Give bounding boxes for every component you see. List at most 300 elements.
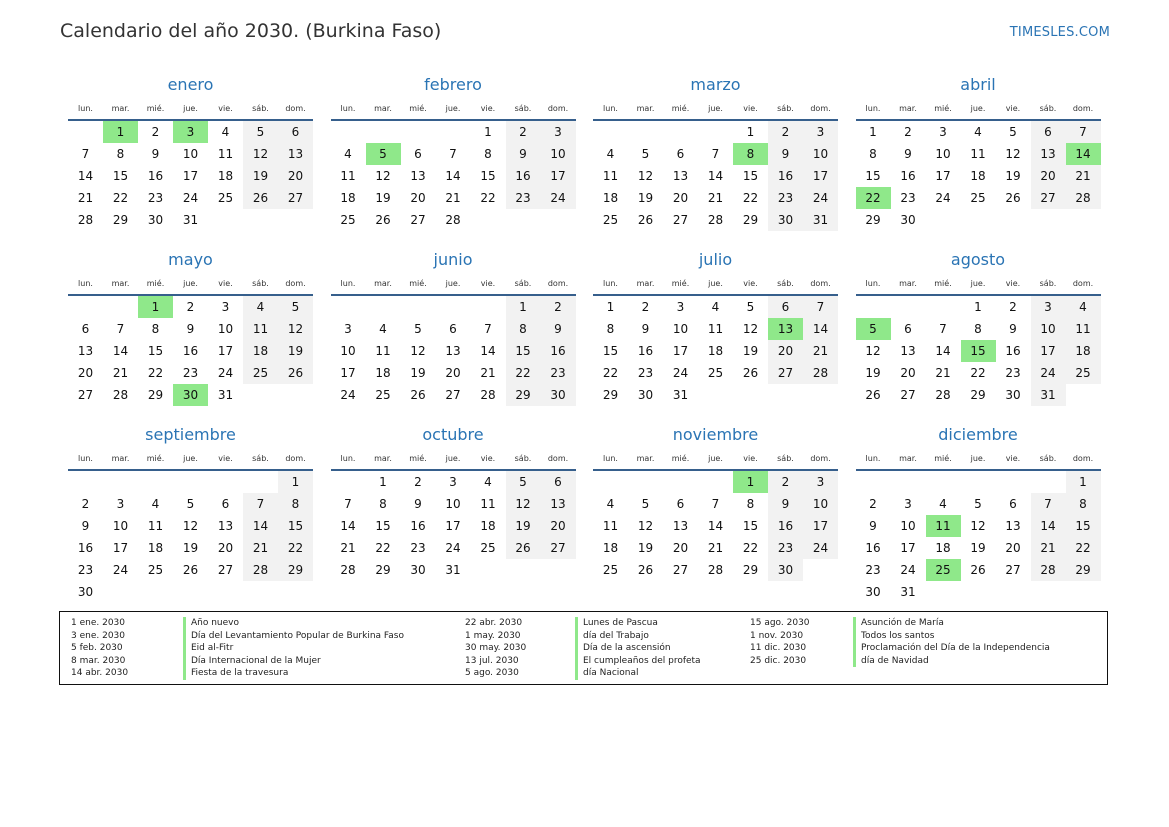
weekday-label: dom. <box>547 279 569 288</box>
day-cell: 8 <box>869 147 877 161</box>
day-cell: 16 <box>77 541 94 555</box>
weekday-header <box>331 97 576 121</box>
weekday-label: sáb. <box>777 104 794 113</box>
day-cell: 1 <box>506 296 541 318</box>
weekday-label: mar. <box>111 104 130 113</box>
day-cell: 22 <box>375 541 391 555</box>
day-cell: 2 <box>904 125 912 139</box>
day-cell: 12 <box>865 344 881 358</box>
empty-cell <box>208 471 243 493</box>
weekday-header <box>593 97 838 121</box>
day-cell: 31 <box>182 213 199 227</box>
day-cell: 10 <box>672 322 689 336</box>
weekday-header <box>856 447 1101 471</box>
day-cell: 4 <box>939 497 947 511</box>
day-cell: 3 <box>803 121 838 143</box>
day-cell: 12 <box>375 169 391 183</box>
day-cell: 20 <box>217 541 234 555</box>
day-cell: 1 <box>1066 471 1101 493</box>
day-cell: 18 <box>1066 340 1101 362</box>
weekday-header <box>856 272 1101 296</box>
empty-cell <box>436 121 471 143</box>
weekday-label: lun. <box>603 279 618 288</box>
day-cell: 17 <box>340 366 356 380</box>
day-cell: 23 <box>768 187 803 209</box>
weekday-label: sáb. <box>514 454 532 463</box>
day-cell: 24 <box>182 191 199 205</box>
day-cell: 2 <box>641 300 650 314</box>
day-cell: 7 <box>344 497 352 511</box>
day-cell: 20 <box>768 340 803 362</box>
legend-date: 11 dic. 2030 <box>750 643 807 653</box>
day-cell: 6 <box>278 121 313 143</box>
empty-cell <box>243 471 278 493</box>
weekday-label: jue. <box>183 104 198 113</box>
day-cell: 20 <box>1005 541 1021 555</box>
day-cell: 27 <box>77 388 94 402</box>
day-cell: 25 <box>707 366 724 380</box>
day-cell: 24 <box>672 366 689 380</box>
weekday-label: sáb. <box>777 454 794 463</box>
day-cell: 13 <box>445 344 461 358</box>
day-cell: 18 <box>340 191 356 205</box>
day-grid <box>593 121 838 231</box>
weekday-label: jue. <box>445 454 461 463</box>
empty-cell <box>1031 471 1066 493</box>
weekday-label: mié. <box>934 279 952 288</box>
day-cell: 3 <box>116 497 125 511</box>
weekday-label: mar. <box>636 104 655 113</box>
day-cell: 2 <box>768 471 803 493</box>
day-cell: 20 <box>445 366 461 380</box>
day-cell: 19 <box>742 344 759 358</box>
day-cell: 2 <box>186 300 195 314</box>
empty-cell <box>366 121 401 143</box>
day-cell: 30 <box>637 388 654 402</box>
day-cell: 16 <box>410 519 426 533</box>
weekday-label: lun. <box>340 279 356 288</box>
day-cell: 29 <box>147 388 164 402</box>
day-cell: 16 <box>541 340 576 362</box>
weekday-label: sáb. <box>252 104 269 113</box>
empty-cell <box>926 471 961 493</box>
empty-cell <box>593 121 628 143</box>
day-cell: 19 <box>243 165 278 187</box>
holiday-day: 3 <box>173 121 208 143</box>
day-cell: 20 <box>900 366 916 380</box>
weekday-label: jue. <box>708 279 723 288</box>
weekday-label: lun. <box>603 104 618 113</box>
day-cell: 15 <box>480 169 496 183</box>
weekday-label: dom. <box>547 104 569 113</box>
holiday-day: 14 <box>1066 143 1101 165</box>
day-cell: 16 <box>1005 344 1021 358</box>
day-cell: 2 <box>1009 300 1017 314</box>
day-cell: 20 <box>410 191 426 205</box>
day-cell: 26 <box>506 537 541 559</box>
holiday-day: 8 <box>733 143 768 165</box>
day-cell: 4 <box>344 147 352 161</box>
day-cell: 8 <box>606 322 615 336</box>
day-cell: 12 <box>243 143 278 165</box>
day-cell: 29 <box>970 388 986 402</box>
day-grid <box>856 121 1101 231</box>
day-cell: 3 <box>904 497 912 511</box>
empty-cell <box>68 471 103 493</box>
day-cell: 8 <box>746 497 755 511</box>
day-cell: 21 <box>1031 537 1066 559</box>
empty-cell <box>698 121 733 143</box>
day-cell: 11 <box>147 519 164 533</box>
month-name: agosto <box>950 250 1006 269</box>
legend-holiday-name: Asunción de María <box>861 618 944 628</box>
day-cell: 8 <box>974 322 982 336</box>
empty-cell <box>138 471 173 493</box>
day-cell: 4 <box>606 497 615 511</box>
day-cell: 14 <box>445 169 461 183</box>
empty-cell <box>698 471 733 493</box>
empty-cell <box>856 471 891 493</box>
day-cell: 28 <box>243 559 278 581</box>
day-cell: 28 <box>935 388 951 402</box>
day-cell: 10 <box>803 143 838 165</box>
day-cell: 27 <box>217 563 234 577</box>
day-cell: 23 <box>541 362 576 384</box>
weekday-label: mar. <box>111 454 130 463</box>
day-cell: 29 <box>742 213 759 227</box>
day-cell: 28 <box>77 213 94 227</box>
day-grid <box>593 296 838 406</box>
empty-cell <box>331 296 366 318</box>
weekday-label: sáb. <box>1039 454 1057 463</box>
weekday-label: mar. <box>899 104 917 113</box>
day-cell: 28 <box>803 362 838 384</box>
day-cell: 10 <box>1031 318 1066 340</box>
day-cell: 12 <box>506 493 541 515</box>
day-cell: 7 <box>1031 493 1066 515</box>
holiday-day: 25 <box>926 559 961 581</box>
day-cell: 29 <box>865 213 881 227</box>
day-cell: 17 <box>900 541 916 555</box>
day-cell: 21 <box>935 366 951 380</box>
day-cell: 31 <box>900 585 916 599</box>
day-cell: 1 <box>278 471 313 493</box>
day-cell: 2 <box>506 121 541 143</box>
day-cell: 22 <box>742 191 759 205</box>
day-cell: 29 <box>375 563 391 577</box>
day-cell: 8 <box>116 147 125 161</box>
day-cell: 12 <box>182 519 199 533</box>
day-cell: 4 <box>974 125 982 139</box>
day-cell: 6 <box>676 147 685 161</box>
day-cell: 21 <box>77 191 94 205</box>
day-cell: 17 <box>1031 340 1066 362</box>
day-cell: 17 <box>672 344 689 358</box>
day-cell: 14 <box>707 519 724 533</box>
weekday-label: vie. <box>218 279 233 288</box>
empty-cell <box>103 296 138 318</box>
weekday-label: mar. <box>636 454 655 463</box>
weekday-label: sáb. <box>1039 279 1057 288</box>
day-cell: 18 <box>375 366 391 380</box>
day-cell: 7 <box>484 322 492 336</box>
legend-holiday-name: El cumpleaños del profeta <box>583 655 701 666</box>
day-cell: 30 <box>865 585 881 599</box>
weekday-label: jue. <box>970 454 986 463</box>
day-cell: 15 <box>742 519 759 533</box>
legend-holiday-name: Día de la ascensión <box>583 643 671 653</box>
legend-holiday-name: Día del Levantamiento Popular de Burkina Faso <box>191 630 404 641</box>
legend-holiday-name: día del Trabajo <box>583 630 649 641</box>
day-cell: 7 <box>243 493 278 515</box>
weekday-label: vie. <box>1005 104 1021 113</box>
day-cell: 17 <box>803 165 838 187</box>
weekday-label: jue. <box>445 104 461 113</box>
day-grid <box>331 121 576 231</box>
day-cell: 1 <box>974 300 982 314</box>
day-cell: 27 <box>672 213 689 227</box>
day-cell: 23 <box>506 187 541 209</box>
day-cell: 23 <box>900 191 916 205</box>
day-cell: 23 <box>865 563 881 577</box>
day-cell: 25 <box>480 541 496 555</box>
weekday-label: dom. <box>810 279 831 288</box>
weekday-label: dom. <box>810 454 831 463</box>
weekday-label: lun. <box>865 454 881 463</box>
day-cell: 26 <box>375 213 391 227</box>
day-cell: 3 <box>449 475 457 489</box>
month-julio <box>593 248 838 406</box>
day-cell: 18 <box>602 191 619 205</box>
weekday-header <box>331 447 576 471</box>
legend-date: 14 abr. 2030 <box>71 668 129 678</box>
day-cell: 11 <box>340 169 356 183</box>
day-cell: 31 <box>1031 384 1066 406</box>
day-cell: 9 <box>414 497 422 511</box>
day-cell: 27 <box>541 537 576 559</box>
day-cell: 19 <box>375 191 391 205</box>
day-cell: 13 <box>77 344 94 358</box>
day-cell: 9 <box>869 519 877 533</box>
empty-cell <box>436 296 471 318</box>
day-cell: 10 <box>112 519 129 533</box>
day-cell: 26 <box>243 187 278 209</box>
month-febrero <box>331 73 576 231</box>
day-cell: 22 <box>970 366 986 380</box>
day-cell: 11 <box>970 147 986 161</box>
day-cell: 31 <box>672 388 689 402</box>
day-cell: 22 <box>112 191 129 205</box>
weekday-header <box>331 272 576 296</box>
day-cell: 19 <box>278 340 313 362</box>
day-cell: 5 <box>746 300 755 314</box>
day-cell: 11 <box>602 519 619 533</box>
day-cell: 4 <box>379 322 387 336</box>
weekday-label: mar. <box>636 279 655 288</box>
day-cell: 24 <box>217 366 234 380</box>
day-cell: 23 <box>768 537 803 559</box>
weekday-label: dom. <box>1072 454 1094 463</box>
weekday-label: jue. <box>708 104 723 113</box>
empty-cell <box>103 471 138 493</box>
day-cell: 22 <box>602 366 619 380</box>
day-cell: 27 <box>445 388 461 402</box>
day-grid <box>331 471 576 581</box>
empty-cell <box>926 296 961 318</box>
legend-holiday-name: día Nacional <box>583 668 639 678</box>
day-cell: 15 <box>1066 515 1101 537</box>
day-cell: 10 <box>900 519 916 533</box>
weekday-label: jue. <box>445 279 461 288</box>
day-cell: 8 <box>1066 493 1101 515</box>
day-cell: 18 <box>243 340 278 362</box>
day-cell: 6 <box>1031 121 1066 143</box>
weekday-label: vie. <box>743 104 758 113</box>
legend-holiday-name: día de Navidad <box>861 655 929 666</box>
day-cell: 27 <box>1005 563 1021 577</box>
legend-date: 15 ago. 2030 <box>750 618 810 628</box>
day-cell: 10 <box>541 143 576 165</box>
day-cell: 4 <box>151 497 160 511</box>
day-cell: 14 <box>112 344 129 358</box>
day-cell: 19 <box>970 541 986 555</box>
day-cell: 18 <box>480 519 496 533</box>
day-cell: 16 <box>506 165 541 187</box>
day-cell: 31 <box>803 209 838 231</box>
weekday-header <box>593 272 838 296</box>
day-cell: 3 <box>541 121 576 143</box>
empty-cell <box>471 296 506 318</box>
day-cell: 20 <box>541 515 576 537</box>
day-cell: 13 <box>541 493 576 515</box>
holiday-legend <box>59 611 1108 685</box>
month-enero <box>68 73 313 231</box>
day-cell: 17 <box>935 169 951 183</box>
day-cell: 15 <box>506 340 541 362</box>
day-cell: 9 <box>768 143 803 165</box>
day-cell: 29 <box>742 563 759 577</box>
weekday-label: vie. <box>480 279 496 288</box>
empty-cell <box>961 471 996 493</box>
day-cell: 5 <box>278 296 313 318</box>
empty-cell <box>331 471 366 493</box>
day-cell: 7 <box>449 147 457 161</box>
day-cell: 4 <box>221 125 230 139</box>
weekday-label: mié. <box>671 454 690 463</box>
day-grid <box>68 471 313 603</box>
weekday-label: jue. <box>183 279 198 288</box>
day-cell: 17 <box>445 519 461 533</box>
weekday-label: mié. <box>409 279 427 288</box>
weekday-header <box>856 97 1101 121</box>
legend-date: 5 feb. 2030 <box>71 643 123 653</box>
day-cell: 22 <box>278 537 313 559</box>
weekday-label: lun. <box>78 454 93 463</box>
day-cell: 30 <box>541 384 576 406</box>
site-link[interactable]: TIMESLES.COM <box>1009 25 1110 40</box>
day-cell: 5 <box>974 497 982 511</box>
day-cell: 14 <box>1031 515 1066 537</box>
day-cell: 14 <box>77 169 94 183</box>
legend-names-column <box>853 617 1050 667</box>
day-cell: 26 <box>278 362 313 384</box>
day-cell: 13 <box>1031 143 1066 165</box>
day-cell: 12 <box>410 344 426 358</box>
holiday-day: 11 <box>926 515 961 537</box>
legend-date: 1 may. 2030 <box>465 630 521 641</box>
day-cell: 22 <box>742 541 759 555</box>
month-abril <box>856 73 1101 231</box>
day-cell: 25 <box>243 362 278 384</box>
day-cell: 26 <box>637 563 654 577</box>
day-cell: 30 <box>768 209 803 231</box>
holiday-day: 15 <box>961 340 996 362</box>
day-cell: 6 <box>541 471 576 493</box>
month-name: julio <box>698 250 733 269</box>
weekday-label: jue. <box>970 104 986 113</box>
month-diciembre <box>856 423 1101 603</box>
weekday-label: mié. <box>146 454 165 463</box>
holiday-day: 1 <box>138 296 173 318</box>
day-cell: 23 <box>410 541 426 555</box>
empty-cell <box>628 471 663 493</box>
day-cell: 22 <box>506 362 541 384</box>
day-cell: 8 <box>484 147 492 161</box>
month-name: marzo <box>690 75 741 94</box>
legend-date: 1 ene. 2030 <box>71 618 125 628</box>
day-cell: 15 <box>742 169 759 183</box>
weekday-label: vie. <box>480 104 496 113</box>
day-cell: 14 <box>340 519 356 533</box>
weekday-label: vie. <box>1005 454 1021 463</box>
weekday-label: mar. <box>374 454 392 463</box>
month-octubre <box>331 423 576 581</box>
day-cell: 9 <box>1009 322 1017 336</box>
day-cell: 27 <box>278 187 313 209</box>
weekday-label: dom. <box>285 104 306 113</box>
empty-cell <box>996 471 1031 493</box>
empty-cell <box>173 471 208 493</box>
weekday-label: vie. <box>743 279 758 288</box>
day-cell: 12 <box>970 519 986 533</box>
day-cell: 16 <box>637 344 654 358</box>
day-cell: 27 <box>672 563 689 577</box>
weekday-label: mié. <box>409 104 427 113</box>
weekday-label: vie. <box>218 104 233 113</box>
day-cell: 28 <box>707 563 724 577</box>
empty-cell <box>68 121 103 143</box>
legend-names-column <box>575 617 701 680</box>
day-grid <box>593 471 838 581</box>
day-cell: 5 <box>641 147 650 161</box>
day-cell: 8 <box>278 493 313 515</box>
day-cell: 28 <box>1031 559 1066 581</box>
day-cell: 14 <box>803 318 838 340</box>
legend-date: 30 may. 2030 <box>465 643 527 653</box>
legend-date: 5 ago. 2030 <box>465 668 519 678</box>
day-cell: 23 <box>147 191 164 205</box>
day-cell: 28 <box>1066 187 1101 209</box>
day-cell: 7 <box>1066 121 1101 143</box>
day-cell: 2 <box>151 125 160 139</box>
weekday-label: jue. <box>183 454 198 463</box>
day-cell: 15 <box>865 169 881 183</box>
day-cell: 25 <box>602 213 619 227</box>
day-cell: 26 <box>182 563 199 577</box>
day-cell: 6 <box>221 497 230 511</box>
day-cell: 6 <box>676 497 685 511</box>
day-cell: 21 <box>803 340 838 362</box>
